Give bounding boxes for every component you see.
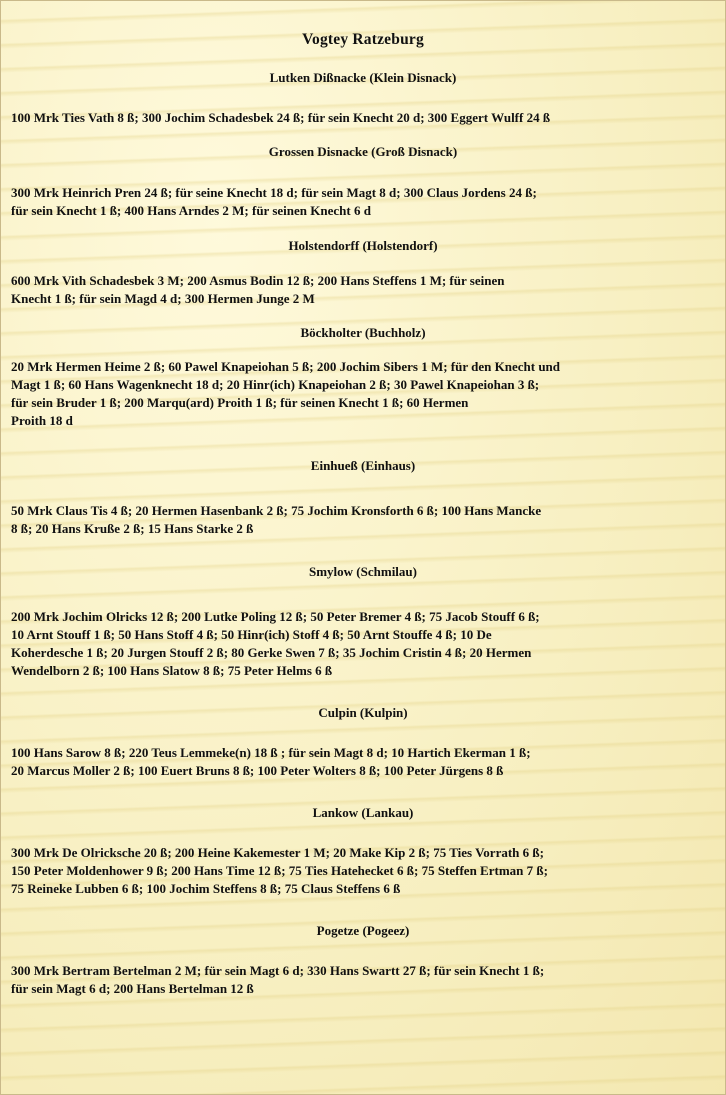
section-kulpin [11,704,715,780]
section-schmilau [11,563,715,680]
section-heading: Holstendorff (Holstendorf) [288,238,438,253]
section-gross-disnack [11,143,715,220]
section-heading: Pogetze (Pogeez) [316,923,410,938]
section-heading: Grossen Disnacke (Groß Disnack) [268,144,458,159]
section-holstendorf [11,237,715,308]
section-text: 50 Mrk Claus Tis 4 ß; 20 Hermen Hasenbank 2 ß; 75 Jochim Kronsforth 6 ß; 100 Hans Mancke 8 ß; 20 Hans Kruße 2 ß; 15 Hans Starke 2 ß [11,503,542,536]
section-heading: Lutken Dißnacke (Klein Disnack) [269,70,457,85]
section-buchholz [11,324,715,430]
section-text: 300 Mrk De Olricksche 20 ß; 200 Heine Kakemester 1 M; 20 Make Kip 2 ß; 75 Ties Vorrath 6 ß; 150 Peter Moldenhower 9 ß; 200 Hans Time 12 ß; 75 Ties Hatehecket 6 ß; 75 Steffen Ertman 7 ß; 75 Reineke Lubben 6 ß; 100 Jochim Steffens 8 ß; 75 Claus Steffens 6 ß [11,845,548,896]
section-text: 600 Mrk Vith Schadesbek 3 M; 200 Asmus Bodin 12 ß; 200 Hans Steffens 1 M; für seinen Knecht 1 ß; für sein Magd 4 d; 300 Hermen Junge 2 M [11,273,505,306]
section-lankau [11,804,715,898]
section-heading: Smylow (Schmilau) [309,564,417,579]
section-text: 300 Mrk Bertram Bertelman 2 M; für sein Magt 6 d; 330 Hans Swartt 27 ß; für sein Knecht 1 ß; für sein Magt 6 d; 200 Hans Bertelman 12 ß [11,963,545,996]
section-text: 100 Mrk Ties Vath 8 ß; 300 Jochim Schadesbek 24 ß; für sein Knecht 20 d; 300 Eggert Wulff 24 ß [11,110,551,125]
document-title: Vogtey Ratzeburg [302,31,424,48]
section-heading: Culpin (Kulpin) [318,705,408,720]
section-heading: Lankow (Lankau) [312,805,414,820]
section-klein-disnack [11,69,715,127]
section-heading: Einhueß (Einhaus) [310,458,416,473]
section-text: 300 Mrk Heinrich Pren 24 ß; für seine Knecht 18 d; für sein Magt 8 d; 300 Claus Jordens 24 ß; für sein Knecht 1 ß; 400 Hans Arndes 2 M; für seinen Knecht 6 d [11,185,537,218]
section-heading: Böckholter (Buchholz) [300,325,426,340]
section-text: 200 Mrk Jochim Olricks 12 ß; 200 Lutke Poling 12 ß; 50 Peter Bremer 4 ß; 75 Jacob Stouff 6 ß; 10 Arnt Stouff 1 ß; 50 Hans Stoff 4 ß; 50 Hinr(ich) Stoff 4 ß; 50 Arnt Stouffe 4 ß; 10 De Koherdesche 1 ß; 20 Jurgen Stouff 2 ß; 80 Gerke Swen 7 ß; 35 Jochim Cristin 4 ß; 20 Hermen Wendelborn 2 ß; 100 Hans Slatow 8 ß; 75 Peter Helms 6 ß [11,609,540,678]
section-einhaus [11,457,715,538]
section-pogeez [11,922,715,998]
section-text: 100 Hans Sarow 8 ß; 220 Teus Lemmeke(n) 18 ß ; für sein Magt 8 d; 10 Hartich Ekerman 1 ß; 20 Marcus Moller 2 ß; 100 Euert Bruns 8 ß; 100 Peter Wolters 8 ß; 100 Peter Jürgens 8 ß [11,745,531,778]
section-text: 20 Mrk Hermen Heime 2 ß; 60 Pawel Knapeiohan 5 ß; 200 Jochim Sibers 1 M; für den Knecht und Magt 1 ß; 60 Hans Wagenknecht 18 d; 20 Hinr(ich) Knapeiohan 2 ß; 30 Pawel Knapeiohan 3 ß; für sein Bruder 1 ß; 200 Marqu(ard) Proith 1 ß; für seinen Knecht 1 ß; 60 Hermen Proith 18 d [11,359,561,428]
